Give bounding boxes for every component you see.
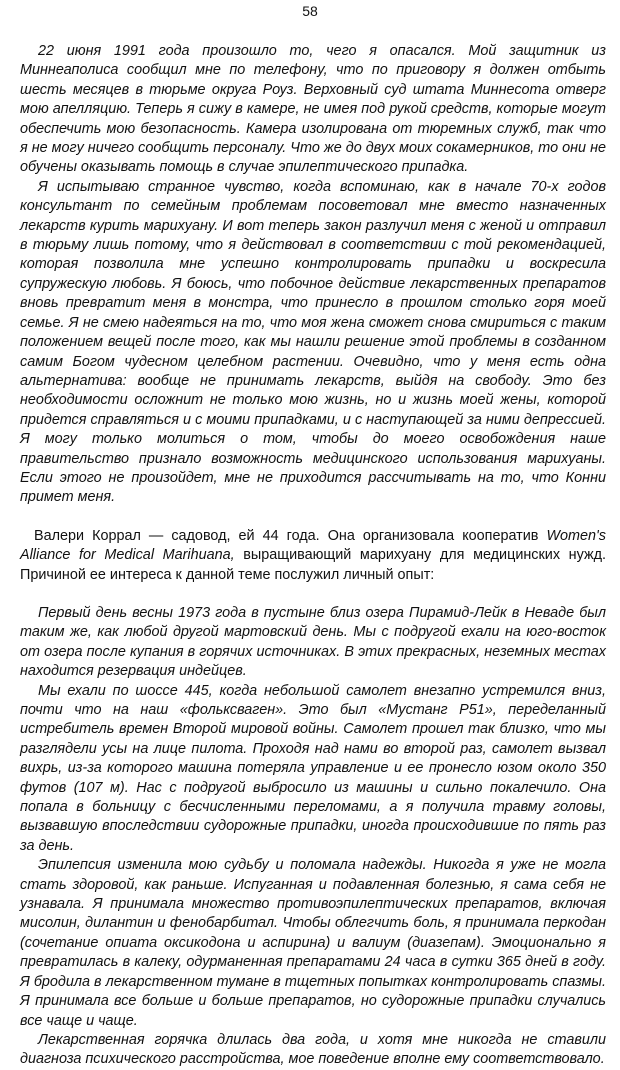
quote-paragraph: Лекарственная горячка длилась два года, и хотя мне никогда не ставили диагноза психического расстройства, мое поведение вполне ему соответствовало. [20,1031,606,1068]
quote-paragraph: Первый день весны 1973 года в пустыне близ озера Пирамид-Лейк в Неваде был таким же, как любой другой мартовский день. Мы с подругой ехали на юго-восток от озера после купания в горячих источниках. В этих прекрасных, неземных местах находится резервация индейцев. [20,604,606,680]
quote-paragraph: Мы ехали по шоссе 445, когда небольшой самолет внезапно устремился вниз, почти что на наш «фольксваген». Это был «Мустанг Р51», переделанный истребитель времен Второй мировой войны. Самолет прошел так близко, что мы разглядели усы на лице пилота. Проходя над нами во второй раз, самолет вызвал вихрь, из-за которого машина потеряла управление и ее пронесло юзом около 350 футов (107 м). Нас с подругой выбросило из машины и сильно покалечило. Она попала в больницу с бесчисленными переломами, а я получила травму головы, вызвавшую впоследствии судорожные припадки, иногда происходившие по пять раз за день. [20,682,606,854]
intro-text-before: Валери Коррал — садовод, ей 44 года. Она организовала кооператив [34,527,547,544]
page-number: 58 [302,3,318,19]
intro-text-after: выращивающий марихуану для медицинских нужд. Причиной ее интереса к данной теме послужил личный опыт: [20,547,606,583]
quote-paragraph: Эпилепсия изменила мою судьбу и поломала надежды. Никогда я уже не могла стать здоровой, как раньше. Испуганная и подавленная болезнью, я сама себя не узнавала. Я принимала множество противоэпилептических препаратов, включая мисолин, дилантин и фенобарбитал. Чтобы облегчить боль, я принимала перкодан (сочетание опиата оксикодона и аспирина) и валиум (диазепам). Эмоционально я превратилась в калеку, одурманенная препаратами 24 часа в сутки 365 дней в году. Я бродила в лекарственном тумане в тщетных попытках контролировать спазмы. Я принимала все больше и больше препаратов, но судорожные припадки случались все чаще и чаще. [20,857,606,1029]
quote-paragraph: 22 июня 1991 года произошло то, чего я опасался. Мой защитник из Миннеаполиса сообщил мне по телефону, что по приговору я должен отбыть шесть месяцев в тюрьме округа Роуз. Верховный суд штата Миннесота отверг мою апелляцию. Теперь я сижу в камере, не имея под рукой средств, которые могут обеспечить мою безопасность. Камера изолирована от тюремных служб, так что я не могу ничего сообщить персоналу. Что же до двух моих сокамерников, то они не обучены оказывать помощь в случае эпилептического припадка. [20,43,606,176]
quote-paragraph: Я испытываю странное чувство, когда вспоминаю, как в начале 70-х годов консультант по семейным проблемам посоветовал мне вместо назначенных лекарств курить марихуану. И вот теперь закон разлучил меня с женой и отправил в тюрьму лишь потому, что я действовал в соответствии с той рекомендацией, которая позволила мне успешно контролировать припадки и воскресила супружескую любовь. Я боюсь, что побочное действие лекарственных препаратов вновь превратит меня в монстра, что принесло в прошлом столько горя моей семье. Я не смею надеяться на то, что моя жена сможет снова смириться с таким положением вещей после того, как мы нашли решение этой проблемы в созданном самим Богом чудесном целебном растении. Очевидно, что у меня есть одна альтернатива: вообще не принимать лекарств, выйдя на свободу. Это без необходимости осложнит не только мою жизнь, но и жизнь моей жены, которой придется справляться и с моими припадками, и с наступающей за ними депрессией. Я могу только молиться о том, чтобы до моего освобождения наше правительство признало возможность медицинского использования марихуаны. Если этого не произойдет, мне не приходится рассчитывать на то, что Конни примет меня. [20,178,606,506]
organization-name: Women's Alliance for Medical Marihuana, [20,527,606,564]
intro-paragraph [20,527,606,585]
page-body [20,42,606,1070]
